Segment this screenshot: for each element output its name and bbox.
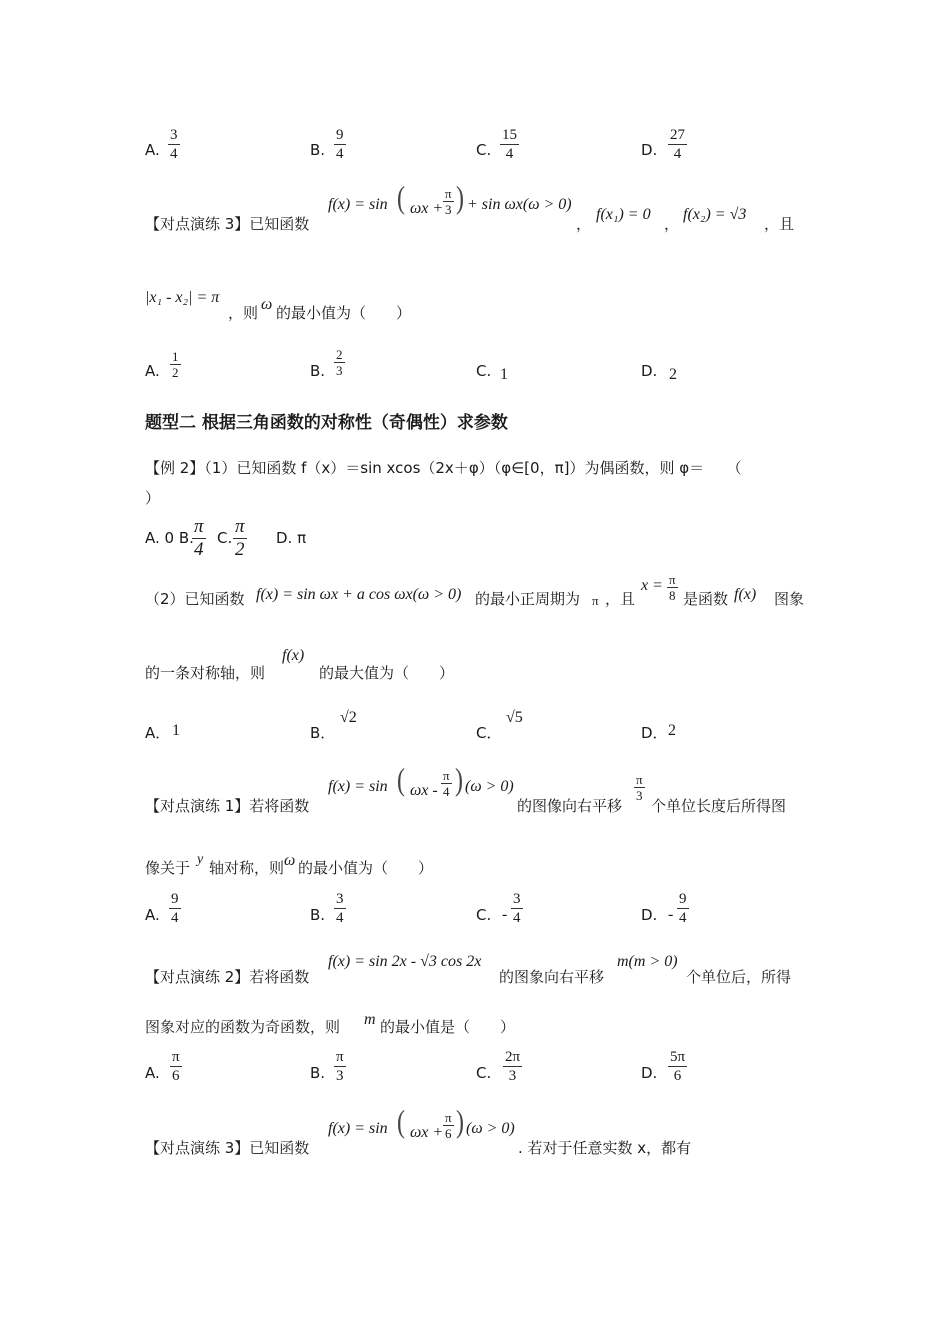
ex2-line1: 【例 2】（1）已知函数 f（x）＝sin xcos（2x＋φ）（φ∈[0，π]）为偶函数，则 φ＝ （	[145, 459, 742, 477]
paren-right: )	[456, 181, 464, 216]
drill3-cond2: f(x₂) = √3	[683, 206, 747, 223]
drill3-comma2: ，	[664, 215, 680, 233]
option-d-label: D.	[641, 1064, 658, 1082]
option-c-fraction: 2π 3	[505, 1049, 521, 1084]
drill1-tag: 【对点演练 1】若将函数	[145, 797, 310, 815]
drill1-line2a: 像关于	[145, 859, 191, 877]
drill3-tail: + sin ωx(ω > 0)	[467, 196, 572, 213]
ex2-2-formula: f(x) = sin ωx + a cos ωx(ω > 0)	[256, 586, 462, 603]
paren-right: )	[455, 763, 463, 798]
option-d-fraction: 9 4	[679, 891, 687, 926]
option-b-label: B．	[310, 724, 336, 742]
drill3-comma1: ，	[576, 215, 592, 233]
option-d-label: D.	[641, 906, 658, 924]
ex2-2-period: π	[592, 593, 599, 608]
drill3-ask: ，则	[228, 304, 259, 322]
ex2-2-x-eq: x =	[641, 577, 663, 594]
option-c-label: C.	[476, 362, 492, 380]
drill3-pi-over-3: π 3	[445, 186, 452, 217]
drill2-line2a: 图象对应的函数为奇函数，则	[145, 1018, 341, 1036]
drill2-suffix: 个单位后，所得	[686, 968, 792, 986]
option-b-fraction: 2 3	[336, 347, 343, 378]
ex2-2-pi-over-8: π 8	[669, 572, 676, 603]
drill3-ask2: 的最小值为（ ）	[276, 304, 412, 322]
option-b-label: B.	[310, 141, 326, 159]
drill3-tag: 【对点演练 3】已知函数	[145, 215, 310, 233]
drill2-m-cond: m(m > 0)	[617, 953, 678, 970]
option-c-label: C．	[476, 724, 502, 742]
ex2-2-fx2: f(x)	[282, 647, 305, 664]
option-c-fraction: 15 4	[502, 127, 517, 162]
option-c-label: C.	[476, 906, 492, 924]
ex2-2-fx: f(x)	[734, 586, 757, 603]
drill1-pi-over-4: π 4	[443, 768, 450, 799]
drill1-line2b: 轴对称，则	[209, 859, 285, 877]
ex2-2-line2a: 的一条对称轴，则	[145, 664, 266, 682]
drill3b-pi-over-6: π 6	[445, 1110, 452, 1141]
drill1-suffix: 个单位长度后所得图	[651, 797, 787, 815]
ex2-pi-over-2: π 2	[235, 516, 245, 560]
option-a-fraction: 9 4	[171, 891, 179, 926]
ex2-pi-over-4: π 4	[194, 516, 204, 560]
drill1-inner: ωx -	[410, 782, 438, 799]
option-d-sign: -	[668, 906, 674, 923]
drill3b-tail: (ω > 0)	[466, 1120, 515, 1137]
paren-left: (	[397, 763, 405, 798]
ex2-opts-a: A. 0 B.	[145, 529, 194, 547]
drill3-inner: ωx +	[410, 200, 444, 217]
paren-right: )	[456, 1105, 464, 1140]
option-c-label: C.	[476, 141, 492, 159]
drill2-formula: f(x) = sin 2x - √3 cos 2x	[328, 953, 482, 970]
drill2-line2b: 的最小值是（ ）	[380, 1018, 516, 1036]
option-d-value: 2	[669, 366, 677, 383]
paren-left: (	[397, 1105, 405, 1140]
option-a-label: A.	[145, 362, 160, 380]
option-a-fraction: 3 4	[170, 127, 178, 162]
drill1-pi-over-3: π 3	[636, 772, 643, 803]
option-a-label: A.	[145, 906, 160, 924]
ex2-2-prefix: （2）已知函数	[145, 590, 245, 608]
drill1-tail: (ω > 0)	[465, 778, 514, 795]
option-d-label: D.	[641, 141, 658, 159]
paren-left: (	[397, 181, 405, 216]
option-b-fraction: π 3	[336, 1049, 344, 1084]
drill3b-inner: ωx +	[410, 1124, 444, 1141]
option-b-fraction: 9 4	[336, 127, 344, 162]
drill1-omega: ω	[284, 852, 296, 869]
option-b-label: B.	[310, 1064, 326, 1082]
ex2-line2: ）	[145, 489, 161, 507]
drill3b-suffix: . 若对于任意实数 x，都有	[518, 1139, 692, 1157]
drill2-tag: 【对点演练 2】若将函数	[145, 968, 310, 986]
drill2-mid: 的图象向右平移	[499, 968, 605, 986]
option-a-label: A.	[145, 141, 160, 159]
option-c-sign: -	[502, 906, 508, 923]
ex2-opts-d: D. π	[276, 529, 307, 547]
ex2-2-line2b: 的最大值为（ ）	[319, 664, 455, 682]
drill3-f-lhs: f(x) = sin	[328, 196, 388, 213]
ex2-opts-c: C.	[217, 529, 233, 547]
drill3-omega: ω	[261, 296, 273, 313]
option-a-value: 1	[172, 722, 180, 739]
ex2-2-and: ，且	[605, 590, 636, 608]
option-d-fraction: 27 4	[670, 127, 685, 162]
option-a-label: A．	[145, 724, 171, 742]
option-d-fraction: 5π 6	[670, 1049, 686, 1084]
option-d-value: 2	[668, 722, 676, 739]
option-c-fraction: 3 4	[513, 891, 521, 926]
ex2-2-mid: 的最小正周期为	[475, 590, 581, 608]
ex2-2-suffix: 是函数	[683, 590, 729, 608]
option-c-value: √5	[506, 709, 523, 726]
drill3-cond1: f(x₁) = 0	[596, 206, 651, 223]
option-d-label: D．	[641, 724, 668, 742]
option-a-label: A.	[145, 1064, 160, 1082]
drill1-line2c: 的最小值为（ ）	[298, 859, 434, 877]
drill3-and: ，且	[764, 215, 795, 233]
ex2-2-suffix2: 图象	[774, 590, 805, 608]
drill3b-f-lhs: f(x) = sin	[328, 1120, 388, 1137]
option-c-label: C.	[476, 1064, 492, 1082]
option-c-value: 1	[500, 366, 508, 383]
option-b-label: B.	[310, 906, 326, 924]
drill2-m: m	[364, 1011, 376, 1028]
drill3b-tag: 【对点演练 3】已知函数	[145, 1139, 310, 1157]
section-title: 题型二 根据三角函数的对称性（奇偶性）求参数	[145, 413, 508, 433]
drill3-abs: |x₁ - x₂| = π	[145, 289, 220, 306]
drill1-y: y	[197, 852, 204, 867]
option-a-fraction: 1 2	[172, 349, 179, 380]
option-b-value: √2	[340, 709, 357, 726]
option-a-fraction: π 6	[172, 1049, 180, 1084]
option-b-label: B.	[310, 362, 326, 380]
option-b-fraction: 3 4	[336, 891, 344, 926]
drill1-f-lhs: f(x) = sin	[328, 778, 388, 795]
drill1-mid: 的图像向右平移	[517, 797, 623, 815]
option-d-label: D.	[641, 362, 658, 380]
